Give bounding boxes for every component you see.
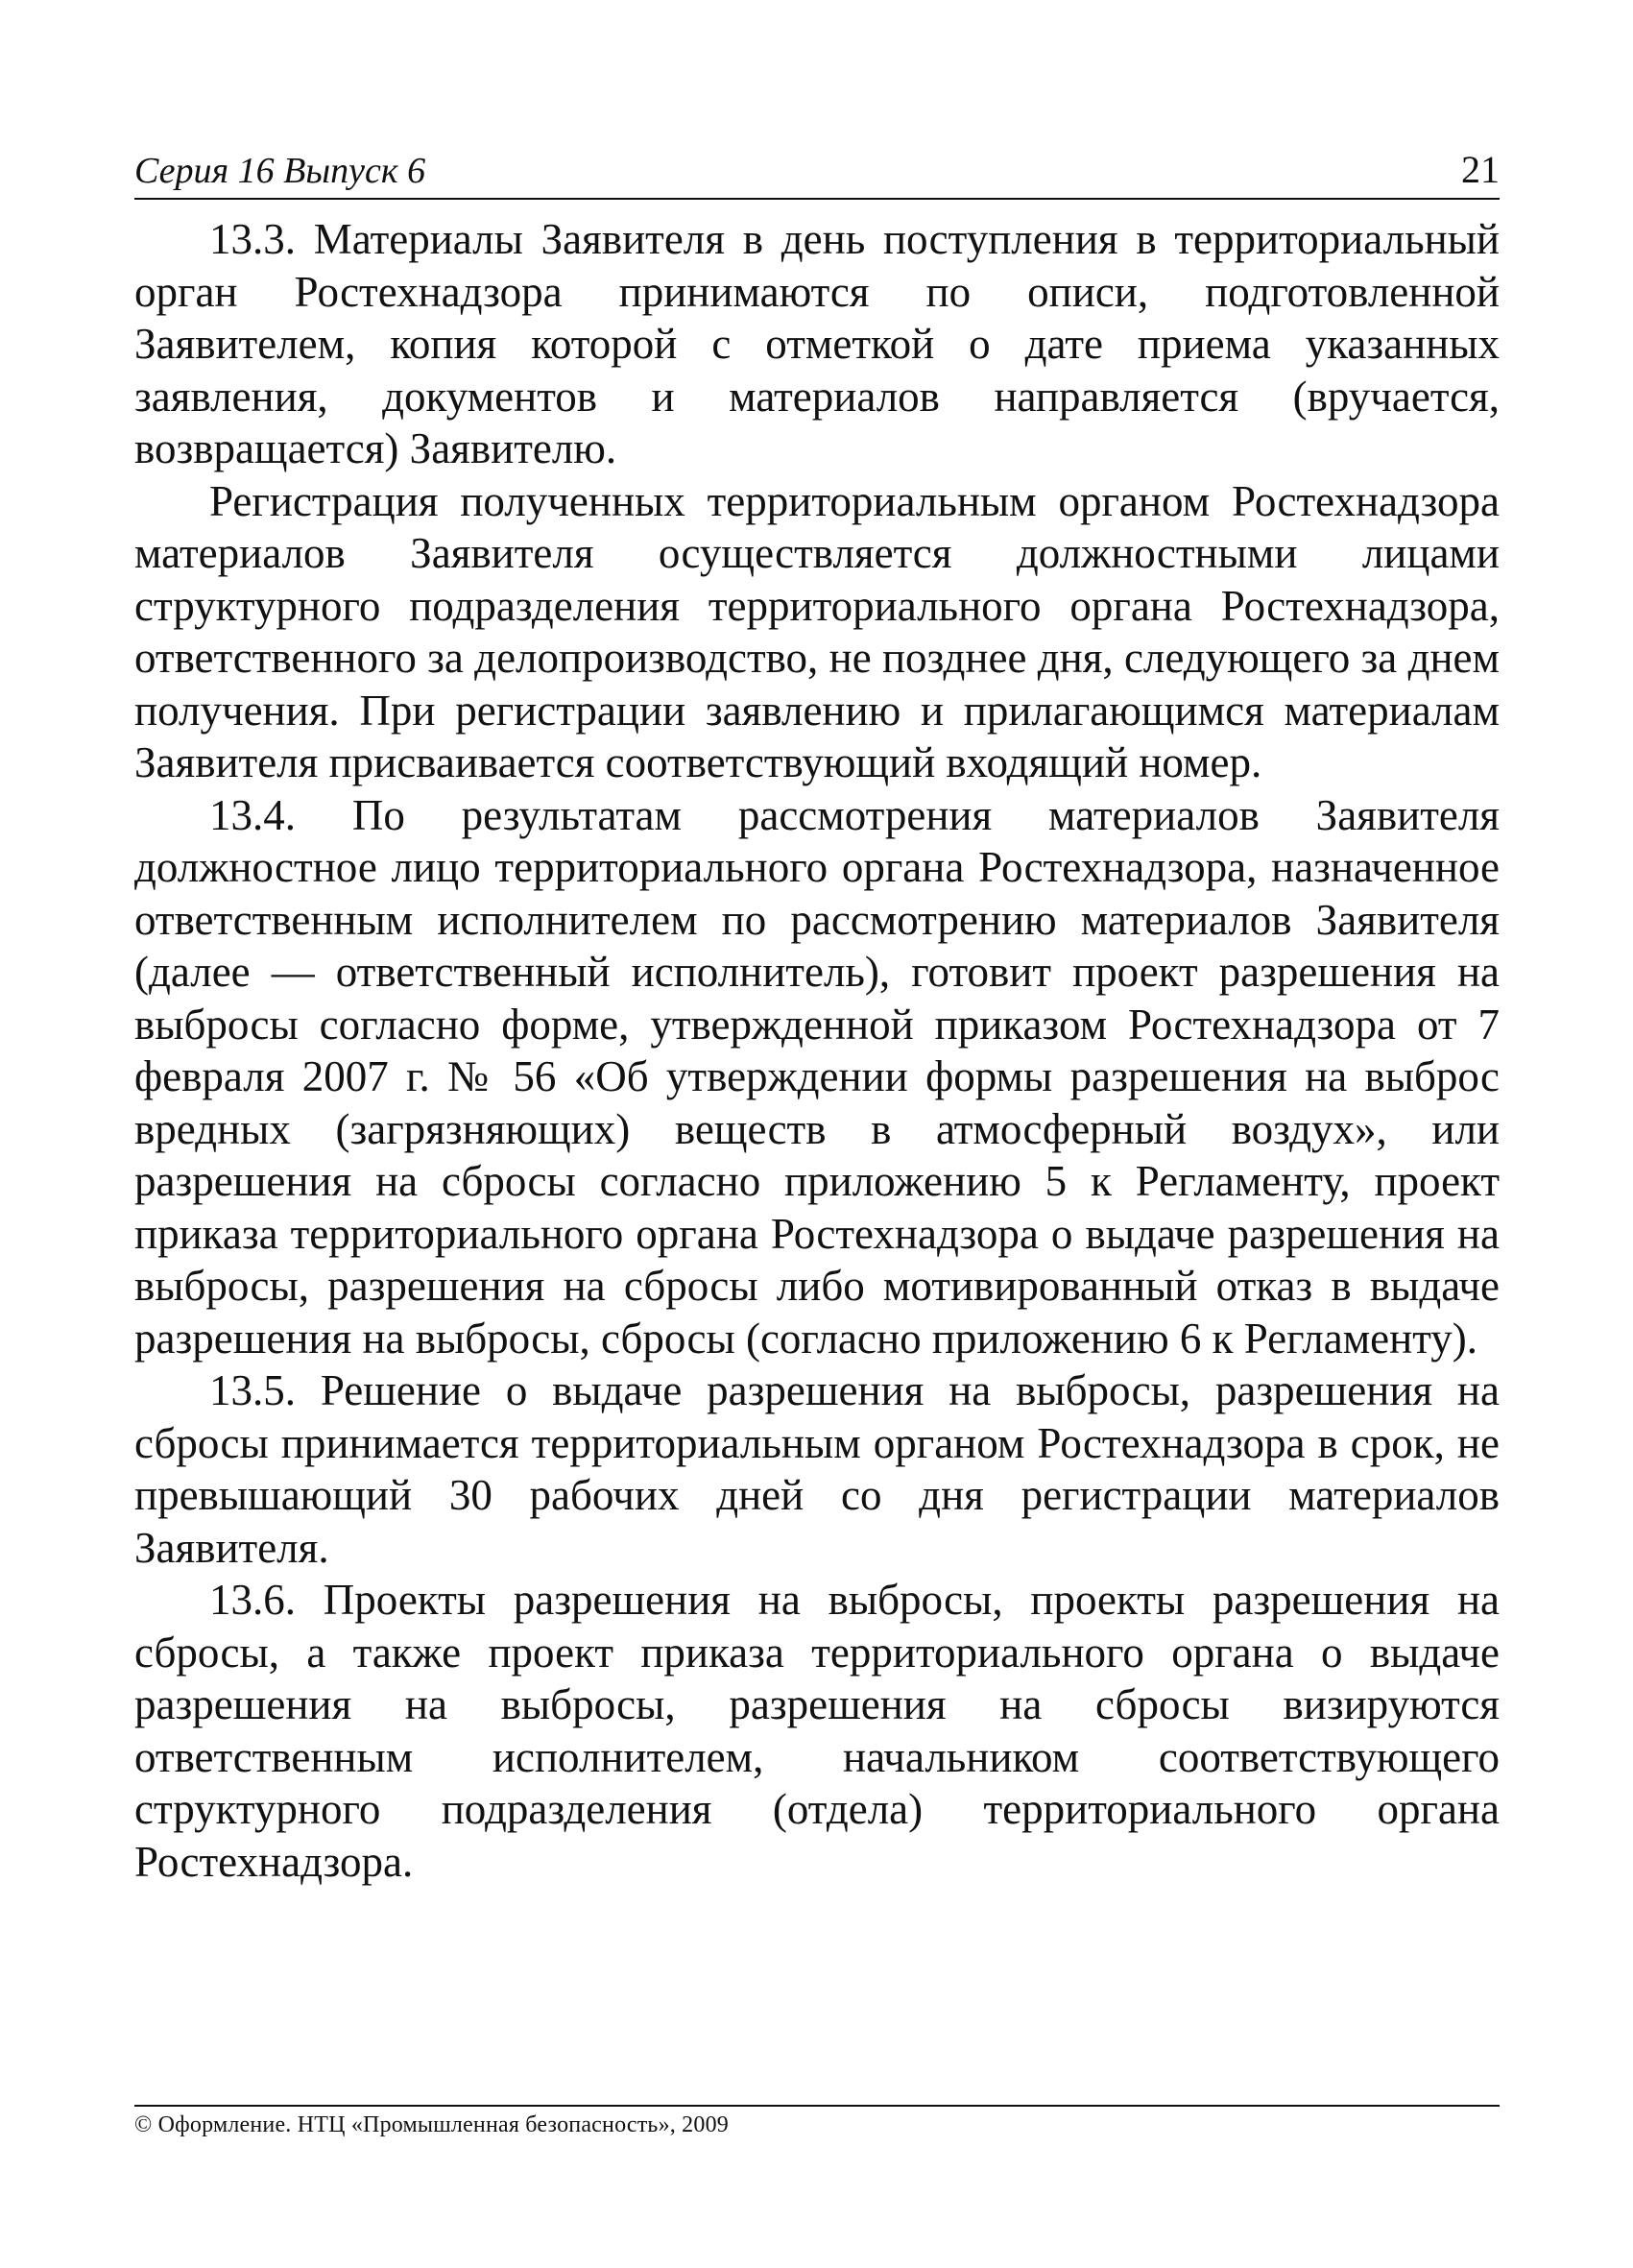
page-header (134, 144, 1500, 200)
page-number: 21 (1461, 148, 1500, 191)
footer-divider (134, 2105, 1500, 2107)
paragraph-13-3: 13.3. Материалы Заявителя в день поступления в территориальный орган Ростехнадзора принимаются по описи, подготовленной Заявителем, копия которой с отметкой о дате приема указанных заявления, документов и материалов направляется (вручается, возвращается) Заявителю. (134, 215, 1500, 472)
body-text (134, 213, 1500, 1888)
series-label: Серия 16 Выпуск 6 (134, 151, 426, 191)
paragraph-13-6: 13.6. Проекты разрешения на выбросы, проекты разрешения на сбросы, а также проект приказа территориального органа о выдаче разрешения на выбросы, разрешения на сбросы визируются ответственным исполнителем, начальником соответствующего структурного подразделения (отдела) территориального органа Ростехнадзора. (134, 1576, 1500, 1886)
footer-copyright: © Оформление. НТЦ «Промышленная безопасность», 2009 (134, 2112, 729, 2137)
paragraph-13-4: 13.4. По результатам рассмотрения материалов Заявителя должностное лицо территориального органа Ростехнадзора, назначенное ответственным исполнителем по рассмотрению материалов Заявителя (далее — ответственный исполнитель), готовит проект разрешения на выбросы согласно форме, утвержденной приказом Ростехнадзора от 7 февраля 2007 г. № 56 «Об утверждении формы разрешения на выброс вредных (загрязняющих) веществ в атмосферный воздух», или разрешения на сбросы согласно приложению 5 к Регламенту, проект приказа территориального органа Ростехнадзора о выдаче разрешения на выбросы, разрешения на сбросы либо мотивированный отказ в выдаче разрешения на выбросы, сбросы (согласно приложению 6 к Регламенту). (134, 790, 1500, 1363)
paragraph-registration: Регистрация полученных территориальным органом Ростехнадзора материалов Заявителя осуществляется должностными лицами структурного подразделения территориального органа Ростехнадзора, ответственного за делопроизводство, не позднее дня, следующего за днем получения. При регистрации заявлению и прилагающимся материалам Заявителя присваивается соответствующий входящий номер. (134, 476, 1500, 786)
paragraph-13-5: 13.5. Решение о выдаче разрешения на выбросы, разрешения на сбросы принимается территориальным органом Ростехнадзора в срок, не превышающий 30 рабочих дней со дня регистрации материалов Заявителя. (134, 1366, 1500, 1572)
